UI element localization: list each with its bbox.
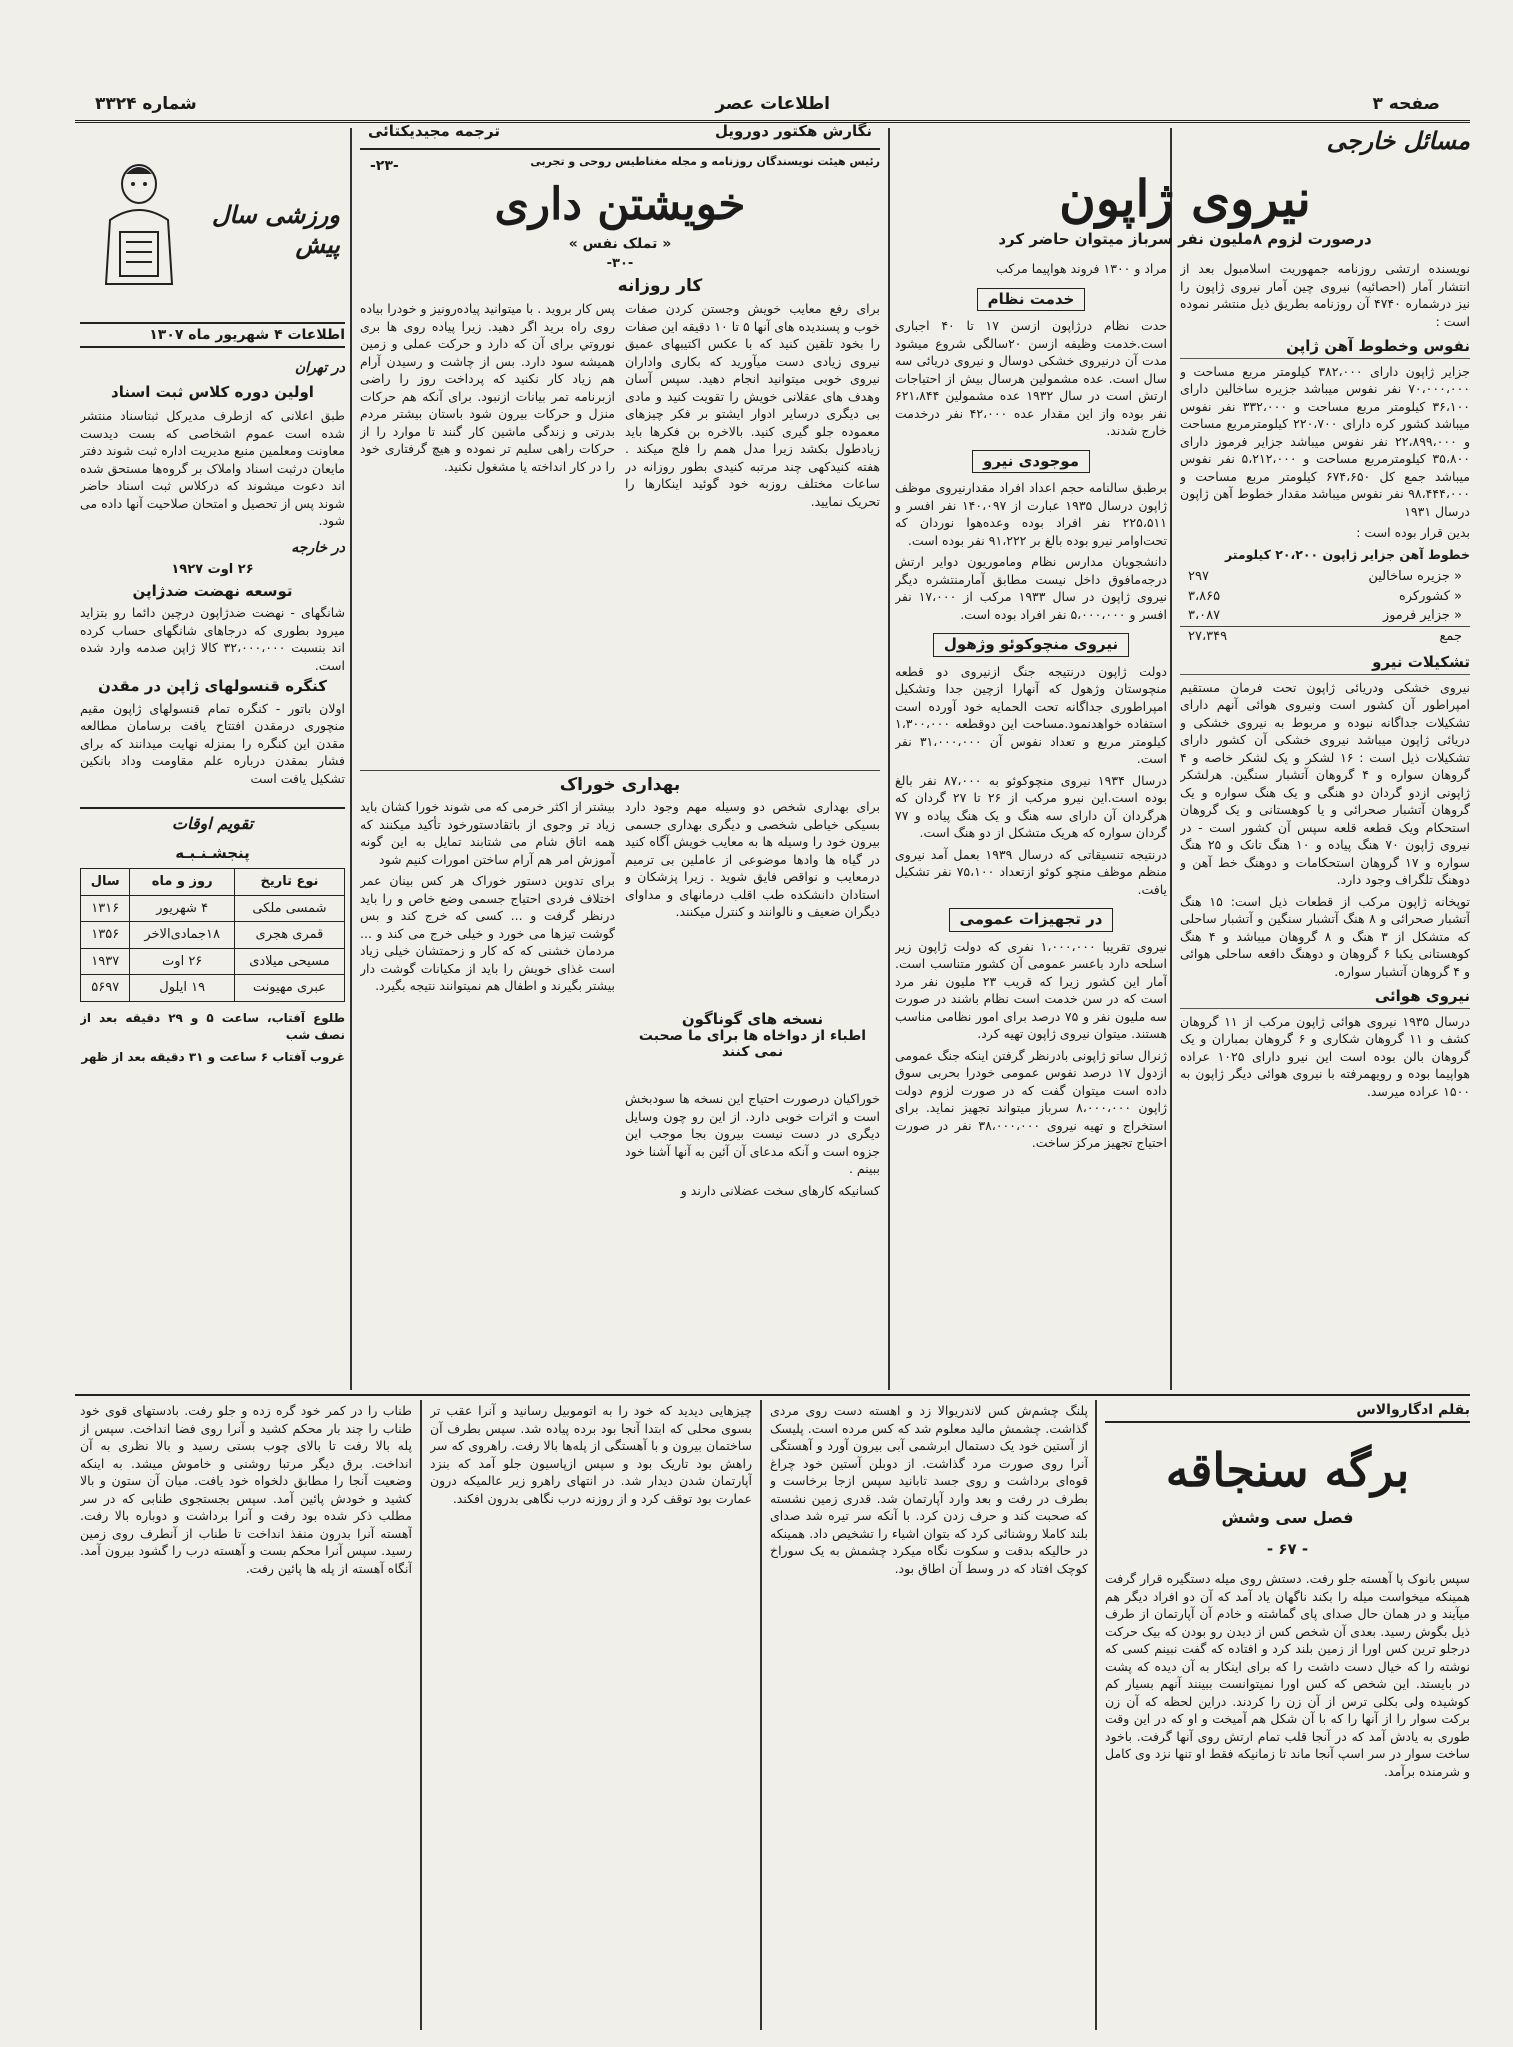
table-row (81, 895, 345, 922)
table-cell: مسیحی میلادی (234, 948, 344, 975)
paragraph: برای رفع معایب خویش وجستن کردن صفات خوب و پسندیده های آنها ۵ تا ۱۰ دقیقه این صفات را بخود تلقین کنید که با عکس اکتیبهای عمیق نیروی زیادی دست میآورید که بکاری واداران نیروی خوبی میتوانید انجام دهید. سپس آسان وهدف های عقلانی خویش را تقویت کنید و مادی بی دیگری درسایر ادوار ایشتو بر فکر چیزهای معموده جلو گیری کنید. بالاخره بن فکرها باید زیادطول بکشد زیرا مدل همم را فلج میکند . هفته کنیدکهی چند مرتبه کنیدی بطور روزانه در ساعات مختلف روزبه خود گوئید اینکارها را تحریک نمایید. (625, 301, 880, 509)
subheading: نیروی منچوکوئو وژهول (933, 633, 1129, 657)
paragraph: سپس بانوک پا آهسته جلو رفت. دستش روی میله دستگیره قرار گرفت همینکه میخواست میله را بکند ناگهان یاد آمد که آن دو افراد دیگر هم میآیند و در همان حال صدای پای گماشته و خادم آن آپارتمان از طرف ذیل بگوش رسید. بعدی آن شخص کس از دیدن رو بودن که بیک حرکت درجلو ترین کس اورا از زمین بلند کرد و افتاده که گفت نبینم کسی که نوشته را که خیال دست داشت را که برای اینکار به آن دیده که پشت در بایستد. این شخص که کس اورا نمیتوانست ببینند آنهم بسیار کم کوشیده ولی بکلی ترس از آن زن را کردند. دراین لحظه که آن زن برکت سوار را از آنها را که با آن شکل هم آمیخت و او که در این وقت طوری به یادش آمد که در آنجا قلب تمام ارتش روی آنها گرفت. باخود ساخت سوار در سر اسپ آنجا ماند تا زمانیکه فقط او تنها نزد وی کامل و شرمنده برآمد. (1105, 1571, 1470, 1779)
calendar-table (80, 868, 345, 1002)
subheading: موجودی نیرو (972, 450, 1090, 474)
sunrise-time: طلوع آفتاب، ساعت ۵ و ۲۹ دقیقه بعد از نصف شب (80, 1010, 345, 1042)
paragraph: چیزهایی دیدید که خود را به اتوموبیل رسانید و آنرا عقب تر بسوی محلی که ابتدا آنجا بود برده پیاده شد. سپس بطرف آن ساختمان بیرون و با آهستگی از پله‌ها بالا رفت. راهروی که سر راهش بود تاریک بود و سپس ازپاسیون جلو آمد که بنزد آپارتمان شدن دیدار شد. در انتهای راهرو زیر عالمیکه درون عمارت بود توقف کرد و از روزنه درب نگاهی بدرون افکند. (430, 1403, 752, 1506)
chapter-label: فصل سی وشش (1221, 1508, 1354, 1527)
column-rule (1170, 128, 1172, 1390)
news-date: ۲۶ اوت ۱۹۲۷ (171, 562, 254, 577)
paragraph: طناب را در کمر خود گره زده و جلو رفت. بادستهای قوی خود طناب را چند بار محکم کشید و آنرا روی فضا انداخت. سپس از پله بالا رفت تا بالای چوب بستی رسید و بالا نظری به آن انداخت. برق دیگر مرتبا روشنی و خاموش میشد. به اینکه وضعیت آنجا را مطابق دلخواه خود یافت. میان آن ستون و بالا کشید و خودش پائین آمد. سپس بجستجوی طنابی که در سر مطلب ذکر شده بود رفت و آنرا برداشت و دوباره بالا رفت. آهسته آنرا بدرون منفذ انداخت تا طناب از آنطرف روی زمین رسید. سپس آنرا محکم بست و آهسته درب را گشود بیرون آمد. آنگاه آهسته از پله ها پائین رفت. (80, 1403, 412, 1576)
table-row (81, 948, 345, 975)
subheading: نسخه های گوناگون (681, 1010, 824, 1028)
paper-name: اطلاعات عصر (715, 94, 830, 114)
table-cell: عبری مهیونت (234, 975, 344, 1002)
novel-author: بقلم ادگاروالاس (1105, 1402, 1470, 1423)
table-cell: شمسی ملکی (234, 895, 344, 922)
subheading: خدمت نظام (977, 288, 1086, 312)
paragraph: درنتیجه تنسیقاتی که درسال ۱۹۳۹ بعمل آمد نیروی منظم موظف منچو کوئو ازتعداد ۷۵،۱۰۰ نفر تشکیل یافت. (895, 846, 1167, 897)
table-row (81, 922, 345, 949)
column-title: ورزشی سال پیش (211, 200, 340, 259)
paragraph: طبق اعلانی که ازطرف مدیرکل ثبتاسناد منتشر شده است عموم اشخاصی که بست دیدست معاونت ومعلمین منبع مدیریت اداره ثبت شوند دفتر مایعان درثبت اسناد واملاک بر گروه‌ها مستحق شده اند دعوت میشوند که درکلاس ثبت اسناد حاضر شوند پس از تحصیل و امتحان صلاحیت آنها داده می شود. (80, 408, 345, 528)
page-number: صفحه ۳ (1372, 94, 1440, 114)
horizontal-rule (75, 1394, 1470, 1396)
paragraph: نیروی تقریبا ۱،۰۰۰،۰۰۰ نفری که دولت ژاپون زیر اسلحه دارد باعسر عمومی آن کشور متناسب است. آمار این کشور زیرا که قریب ۲۳ ملیون نفر مرد است که در سن خدمت است نظام باشند در صورت سه ملیون نفر و ۷۵ درصد برای امور نظامی مناسب هستند. میتوان نیروی ژاپون تهیه کرد. (895, 938, 1167, 1041)
subheading: اطباء از دواخاه ها برای ما صحبت نمی کنند (638, 1028, 867, 1060)
credit-bar (360, 118, 880, 150)
article-title: خویشتن داری (494, 179, 746, 230)
article-subtitle: درصورت لزوم ۸ملیون نفر سرباز میتوان حاضر کرد (998, 230, 1372, 248)
weekday: پنجشـنـبـه (175, 843, 250, 862)
article-column (895, 260, 1167, 1385)
paragraph: دانشجویان مدارس نظام وماموریون دوایر ارتش درجه‌مافوق داخل نیست مطابق آمارمنتشره دیگر نیروی ژاپون در سال ۱۹۳۳ مرکب از ۱۷،۰۰۰ نفر افسر و ۵،۰۰۰،۰۰۰ نفر افراد بوده است. (895, 554, 1167, 622)
table-cell: ۴ شهریور (130, 895, 234, 922)
paragraph: بدین قرار بوده است : (1356, 525, 1470, 540)
paragraph: جزایر ژاپون دارای ۳۸۲،۰۰۰ کیلومتر مربع مساحت و ۷۰،۰۰۰،۰۰۰ نفر نفوس میباشد جزیره ساخالین دارای ۳۶،۱۰۰ کیلومتر مربع مساحت و ۳۳۲،۰۰۰ نفر نفوس میباشد کشور کره دارای ۲۲۰،۷۰۰ کیلومترمربع مساحت و ۲۲،۸۹۹،۰۰۰ نفر نفوس میباشد جزایر فرموز دارای ۳۵،۸۰۰ کیلومترمربع مساحت و ۵،۲۱۲،۰۰۰ نفر نفوس میباشد جمع کل ۶۷۴،۶۵۰ کیلومتر مربع مساحت و ۹۸،۴۴۴،۰۰۰ نفر نفوس میباشد مقدار خطوط آهن ژاپون درسال ۱۹۳۱ (1180, 363, 1470, 519)
sunset-time: غروب آفتاب ۶ ساعت و ۳۱ دقیقه بعد از ظهر (81, 1049, 345, 1064)
column-rule (888, 128, 890, 1390)
table-header-row (81, 869, 345, 896)
paragraph: پس کار بروید . با میتوانید پیاده‌رونیز و خودرا بیاده روی راه برید اگر دهید. زیرا پیاده روی ها بری نوروتي برای آن که دارد و حرکت عملی و زمین همیشه سود دارد. بس از چاشت و رسیدن آرام هم زیاد کار نکنید که پرداخت روز را راضی ازبرنامه تمر بیانات ازنبود. برای آنکه هم حرکات منزل و حرکات بیرون شود باستان بیشتر مردم بدرتی و زندگی ماشین کار گنند تا موارد را از حرکات راهی سلیم تر نموده و هیچ گرفتاری خود را در کار انداخته یا مشغول نکنید. (360, 301, 615, 474)
paragraph: اولان باتور - کنگره تمام قنسولهای ژاپون مقیم منچوری درمقدن افتتاح یافت برسامان مطالعه مقدن این کنگره را بمنزله نهایت میدانند که برای فشار بمقدن درباره علم مقاومت وداد بانکین تشکیل یافت است (80, 700, 345, 786)
paragraph: برای بهداری شخص دو وسیله مهم وجود دارد بسیکی خیاطی شخصی و دیگری بهداری جسمی بیرون خود را وسیله ها به معایب خویش آگاه کنید در گیاه ها وادها موضوعی از عاملین بی ترمیم درمعایب و نواقص فایق شوید . زیرا پزشکان و استادان دانشکده طب اقلب درمانهای و مداوای دیگران ضعیف و نالوانند و کنترل میکنند. (625, 799, 880, 919)
article-subtitle: « تملک نفس » (568, 236, 672, 252)
section-label: در تهران (294, 360, 345, 376)
news-headline: کنگره قنسولهای ژاپن در مقدن (98, 677, 327, 695)
column-header: سال (81, 869, 130, 896)
article-column (360, 300, 615, 770)
installment-number: - ۶۷ - (1266, 1540, 1309, 1558)
table-cell: ۲۶ اوت (130, 948, 234, 975)
column-header: نوع تاریخ (234, 869, 344, 896)
paragraph: ژنرال ساتو ژاپونی بادرنظر گرفتن اینکه جنگ عمومی ازدول ۱۷ درصد نفوس عمومی خودرا بحربی سوق داده است میتوان گفت که در صورت لزوم دولت ژاپون ۸،۰۰۰،۰۰۰ سرباز میتواند تجهیز نماید. برای استخراج و تهیه نیروی ۳۸،۰۰۰،۰۰۰ نفر در صورت احتیاج تجهیز مرکز ساخت. (895, 1047, 1167, 1150)
column-rule (420, 1400, 422, 2030)
paragraph: خوراکیان درصورت احتیاج این نسخه ها سودبخش است و اثرات خوبی دارد. از این رو چون وسایل دیگری در دست نیست بیرون بجا موجب این جزوه است و آنکه مدعای آن آئین به آنها آشنا خود ببینم . (625, 1091, 880, 1176)
article-title: نیروی ژاپون (1059, 169, 1311, 228)
paragraph: بیشتر از اکثر خرمی که می شوند خورا کشان باید زیاد تر وجوی از باتقادستورخود تأکید میکنند که همه اتاق شام می شتابند تمایل به این گونه آموزش امر هم آرام ساختن امورات کنیم شود (360, 799, 615, 867)
novel-column (1105, 1570, 1470, 2030)
paragraph: توپخانه ژاپون مرکب از قطعات ذیل است: ۱۵ هنگ آتشبار صحرائی و ۸ هنگ آتشبار سنگین و آتشبار ساحلی که متشکل از ۳ هنگ و ۸ گروهان میباشد و ۴ هنگ کوهستانی یکبا ۶ گروهان و دوهنگ دافعه ساحلی هوائی و ۴ گروهان آتشبار سواره. (1180, 893, 1470, 979)
part-number: -۳۰- (606, 256, 634, 271)
section-label: مسائل خارجی (1326, 126, 1470, 155)
paragraph: خطوط آهن جزایر ژاپون ۲۰،۲۰۰ کیلومتر (1224, 546, 1470, 562)
series-number: -۲۳- (370, 158, 399, 174)
reporter-illustration (96, 160, 182, 290)
table-cell: قمری هجری (234, 922, 344, 949)
list-item: « جزایر فرموز ۳،۰۸۷ (1188, 608, 1462, 623)
table-row (81, 975, 345, 1002)
subheading: نیروی هوائی (1180, 988, 1470, 1009)
section-label-box (1320, 118, 1470, 178)
article-column (625, 798, 880, 1008)
subheading: در تجهیزات عمومی (949, 908, 1114, 932)
subheading: نفوس وخطوط آهن ژاپن (1180, 338, 1470, 359)
table-cell: ۱۳۵۶ (81, 922, 130, 949)
author-credit: نگارش هکتور دورویل (714, 122, 872, 140)
table-cell: ۱۳۱۶ (81, 895, 130, 922)
article-column (360, 798, 615, 1388)
paragraph: درسال ۱۹۳۵ نیروی هوائی ژاپون مرکب از ۱۱ گروهان کشف و ۱۱ گروهان شکاری و ۶ گروهان بمباران و یک گروهان بالن بوده است این نیرو دارای ۱۰۲۵ عراده هواپیما بوده و رویهمرفته با نیروی هوائی دیگر ژاپون به ۱۵۰۰ عراده میرسد. (1180, 1013, 1470, 1099)
calendar-heading: تقویم اوقات (80, 807, 345, 833)
issue-number: شماره ۳۳۲۴ (95, 94, 197, 114)
rail-list (1180, 567, 1470, 646)
paragraph: نیروی خشکی ودریائی ژاپون تحت فرمان مستقیم امپراطور آن کشور است ونیروی هوائی آنهم دارای تشکیلات جداگانه نبوده و مربوط به نیروی خشکی و دریائی ژاپون میباشد نیروی خشکی آن کشور دارای تشکیلات ذیل است : ۱۶ لشکر و یک لشکر خاصه و ۴ گروهان سواره و ۴ گروهان آتشبار سنگین. هرلشکر ژاپونی ازدو گردان دو هنگی و یک هنگ سواره و یک گروهان آتشبار صحرائی و یا کوهستانی و یک گروهان استحکام ویک قطعه قلعه سپس آن کشور است - در نیروی ژاپون ۷۰ هنگ پیاده و ۱۰ هنگ تانک و ۲۵ هنگ سواره و ۱۷ گروهان استحکامات و دوهنگ خط آهن و دوهنگ تلگراف وجود دارد. (1180, 679, 1470, 887)
news-headline: اولین دوره کلاس ثبت اسناد (111, 382, 314, 401)
paragraph: دولت ژاپون درنتیجه جنگ ازنیروی دو قطعه منچوستان وژهول که آنهارا ازچین جدا وتشکیل امپراطوری جداگانه تحت الحمایه خود آورده است استفاده خواهدنمود.مساحت این دوقطعه ۱،۳۰۰،۰۰۰ کیلومتر مربع و تعداد نفوس آن ۳۱،۰۰۰،۰۰۰ نفر است. (895, 663, 1167, 766)
news-column (80, 356, 345, 1386)
list-item: « جزیره ساخالین ۲۹۷ (1188, 569, 1462, 584)
list-item: جمع ۲۷،۳۴۹ (1180, 626, 1470, 647)
translator-credit: ترجمه مجیدیکتائی (368, 122, 500, 140)
table-cell: ۱۸جمادی‌الاخر (130, 922, 234, 949)
paragraph: پلنگ چشم‌ش کس لاندریوالا زد و اهسته دست روی مردی گذاشت. چشمش مالید معلوم شد که کس مرده است. پلیسک از آستین خود یک دستمال ابرشمی آبی بیرون آورد و آهستگی آنرا روی صورت مرد گذاشت. از دوبلن آستین خود چراغ قوه‌ای برداشت و روی جسد تابانید سپس ازجا برخاست و بطرف در رفت و بعد وارد آپارتمان شد. قدری زمین نشسته که صحبت کند و حرف زدن کرد. با آنکه سر تیره شد صدای بلند کاملا روشنائی کرد که بتوان اشیاء را تشخیص داد. همینکه در حالیکه بدقت و سکوت نگاه میکرد چشمش به یک سوراخ کوچک افتاد که در وسط آن اطاق بود. (770, 1403, 1088, 1576)
novel-title: برگه سنجاقه (1165, 1443, 1410, 1497)
list-item: « کشورکره ۳،۸۶۵ (1188, 588, 1462, 604)
boxed-heading (625, 1010, 880, 1090)
column-header: روز و ماه (130, 869, 234, 896)
paragraph: کسانیکه کارهای سخت عضلانی دارند و (680, 1182, 880, 1198)
novel-column (430, 1402, 752, 2030)
tagline: رئیس هیئت نویسندگان روزنامه و مجله مغناطیس روحی و تجربی (530, 155, 880, 168)
date-line: اطلاعات ۴ شهریور ماه ۱۳۰۷ (80, 322, 345, 348)
table-cell: ۱۹ ایلول (130, 975, 234, 1002)
subheading: بهداری خوراک (360, 770, 880, 795)
article-column (1180, 260, 1470, 1385)
article-column (625, 1090, 880, 1380)
novel-column (80, 1402, 412, 2030)
column-rule (760, 1400, 762, 2030)
section-label: در خارجه (291, 539, 345, 556)
paragraph: برای تدوین دستور خوراک هر کس بینان عمر اختلاف فردی احتیاج جسمی وضع خاص و را باید درنظر گرفت و ... کسی که خرج کند و بس گوشت تیزها می خورد و خیلی خرج می کند و ... مردمان خشنی که که کار و زحمتشان خیلی زیاد است غذای خویش را باید از مکیانات گوشت دار بیشتر بگیرند و اطفال هم نمیتوانند نتیجه بگیرد. (360, 873, 615, 993)
subheading: تشکیلات نیرو (1180, 654, 1470, 675)
column-rule (1095, 1400, 1097, 2030)
table-cell: ۵۶۹۷ (81, 975, 130, 1002)
paragraph: درسال ۱۹۳۴ نیروی منچوکوئو به ۸۷،۰۰۰ نفر بالغ بوده است.این نیرو مرکب از ۲۶ تا ۲۷ گردان که هرگردان آن دارای سه هنگ و یک هنگ پیاده و ۷۷ گردان سواره که هریک متشکل از دو هنگ است. (895, 772, 1167, 840)
paragraph: نویسنده ارتشی روزنامه جمهوریت اسلامبول بعد از انتشار آمار (احصائیه) نیروی چین آمار نیروی ژاپون را نیز درشماره ۴۷۴۰ آن روزنامه بطریق ذیل منتشر نموده است : (1180, 261, 1470, 329)
novel-column (770, 1402, 1088, 2030)
paragraph: برطبق سالنامه حجم اعداد افراد مقدارنیروی موظف ژاپون درسال ۱۹۳۵ عبارت از ۱۴۰،۰۹۷ نفر افسر و ۲۲۵،۵۱۱ نفر افراد بوده وعده‌هوا نوردان که تحت‌اوامر نیرو بوده بالغ بر ۹۱،۲۲۲ نفر بوده است. (895, 480, 1167, 548)
news-headline: توسعه نهضت ضدژاپن (132, 581, 293, 600)
table-cell: ۱۹۳۷ (81, 948, 130, 975)
paragraph: شانگهای - نهضت ضدژاپون درچین دائما رو بتزاید میرود بطوری که درجاهای شانگهای حساب کرده اند بنسبت ۳۲،۰۰۰،۰۰۰ کالا ژاپن صدمه وارد شده است. (80, 605, 345, 673)
column-rule (350, 128, 352, 1390)
subheading: کار روزانه (617, 276, 703, 296)
paragraph: حدت نظام درژاپون ازسن ۱۷ تا ۴۰ اجباری است.خدمت وظیفه ازسن ۲۰سالگی شروع میشود مدت آن درنیروی خشکی دوسال و نیروی دریائی سه سال است. عده مشمولین هرسال بیش از احتیاجات ارتش است در سال ۱۹۳۲ عده مشمولین ۶۲۱،۸۴۴ نفر بوده واز این مقدار عده ۴۲،۰۰۰ نفر درخدمت خارج شدند. (895, 318, 1167, 438)
paragraph: مراد و ۱۳۰۰ فروند هواپیما مرکب (996, 261, 1167, 276)
article-column (625, 300, 880, 770)
